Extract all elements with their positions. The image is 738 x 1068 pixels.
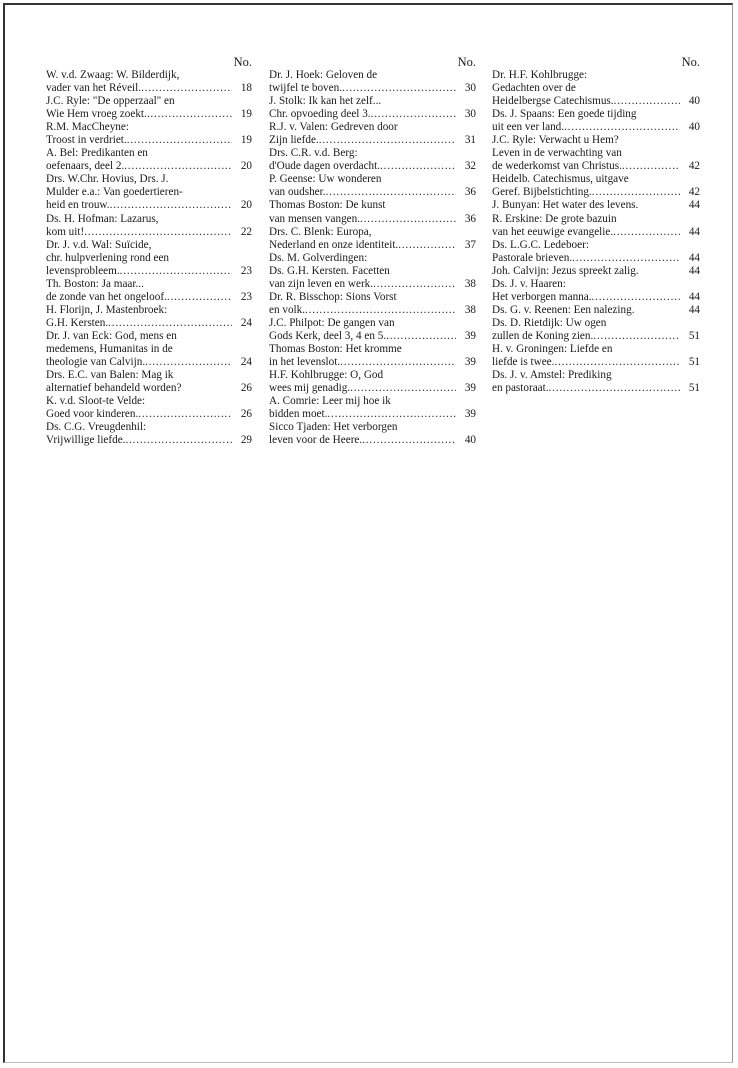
index-entry <box>492 213 700 239</box>
entry-title-line: chr. hulpverlening rond een <box>46 251 170 264</box>
entry-last-line <box>492 226 700 239</box>
page-number: 51 <box>688 382 700 395</box>
page-number: 42 <box>688 160 700 173</box>
entry-title-line: en volk. <box>269 303 306 316</box>
index-entry <box>492 343 700 369</box>
dot-leader <box>564 121 680 134</box>
dot-leader <box>360 213 456 226</box>
entry-title-line: Th. Boston: Ja maar... <box>46 277 144 290</box>
entry-title-line: van het eeuwige evangelie. <box>492 225 614 238</box>
index-column-3 <box>492 55 700 395</box>
entry-last-line <box>269 356 476 369</box>
entry-last-line <box>269 213 476 226</box>
index-entry <box>269 421 476 447</box>
page-number: 19 <box>240 134 252 147</box>
column-header-no: No. <box>681 55 700 69</box>
dot-leader <box>147 108 232 121</box>
dot-leader <box>124 160 232 173</box>
entry-last-line <box>269 134 476 147</box>
dot-leader <box>340 356 456 369</box>
entry-title-line: Leven in de verwachting van <box>492 147 622 160</box>
entry-title-line: de zonde van het ongeloof. <box>46 290 167 303</box>
index-entry <box>46 121 252 147</box>
entry-title-line: J.C. Ryle: Verwacht u Hem? <box>492 134 619 147</box>
entry-title-line: W. v.d. Zwaag: W. Bilderdijk, <box>46 69 180 81</box>
entry-last-line <box>492 252 700 265</box>
page-number: 19 <box>240 108 252 121</box>
page-number: 20 <box>240 199 252 212</box>
index-entry <box>269 199 476 225</box>
dot-leader <box>120 265 232 278</box>
entry-title-line: Ds. M. Golverdingen: <box>269 251 368 264</box>
index-column-2 <box>269 55 476 447</box>
index-entry <box>492 278 700 304</box>
dot-leader <box>110 199 232 212</box>
dot-leader <box>305 304 456 317</box>
index-entry <box>492 304 700 317</box>
entry-title-line: alternatief behandeld worden? <box>46 382 182 395</box>
page-number: 29 <box>240 434 252 447</box>
entry-last-line <box>492 330 700 343</box>
entry-title-line: van zijn leven en werk. <box>269 277 374 290</box>
entry-title-line: oefenaars, deel 2. <box>46 160 125 173</box>
page-number: 36 <box>464 212 476 225</box>
dot-leader <box>342 82 456 95</box>
entry-title-line: Gods Kerk, deel 3, 4 en 5. <box>269 329 387 342</box>
entry-title-line: twijfel te boven. <box>269 82 343 95</box>
page-number: 38 <box>464 303 476 316</box>
index-column-1 <box>46 55 252 447</box>
page-number: 26 <box>240 408 252 421</box>
entry-title-line: A. Comrie: Leer mij hoe ik <box>269 395 391 408</box>
entry-last-line <box>492 199 700 212</box>
entry-last-line <box>269 160 476 173</box>
entry-title-line: Heidelb. Catechismus, uitgave <box>492 173 629 186</box>
page-number: 40 <box>688 121 700 134</box>
page-number: 38 <box>464 277 476 290</box>
entry-title-line: R.M. MacCheyne: <box>46 121 129 134</box>
entry-title-line: Dr. H.F. Kohlbrugge: <box>492 69 588 81</box>
entry-title-line: Wie Hem vroeg zoekt. <box>46 108 147 121</box>
index-entry <box>269 369 476 395</box>
index-entry <box>269 226 476 252</box>
page-number: 39 <box>464 356 476 369</box>
entry-title-line: Gedachten over de <box>492 82 576 95</box>
entry-title-line: zullen de Koning zien. <box>492 329 594 342</box>
dot-leader <box>141 82 232 95</box>
page-number: 23 <box>240 290 252 303</box>
entry-last-line <box>269 304 476 317</box>
index-entry <box>269 291 476 317</box>
entry-last-line <box>492 160 700 173</box>
entry-title-line: d'Oude dagen overdacht. <box>269 160 381 173</box>
dot-leader <box>373 278 456 291</box>
index-entry <box>46 278 252 304</box>
entry-title-line: Ds. H. Hofman: Lazarus, <box>46 212 159 225</box>
entry-title-line: Mulder e.a.: Van goedertieren- <box>46 186 183 199</box>
entry-title-line: leven voor de Heere. <box>269 434 363 447</box>
entry-title-line: H. v. Groningen: Liefde en <box>492 342 613 355</box>
entry-title-line: Thomas Boston: Het kromme <box>269 342 402 355</box>
entry-last-line <box>46 408 252 421</box>
entry-title-line: Ds. L.G.C. Ledeboer: <box>492 238 589 251</box>
dot-leader <box>639 265 680 278</box>
index-entry <box>492 317 700 343</box>
dot-leader <box>181 382 232 395</box>
entry-title-line: Vrijwillige liefde. <box>46 434 126 447</box>
page-number: 39 <box>464 408 476 421</box>
dot-leader <box>350 382 456 395</box>
entry-last-line <box>492 265 700 278</box>
entry-title-line: Drs. W.Chr. Hovius, Drs. J. <box>46 173 169 186</box>
entry-title-line: J. Bunyan: Het water des levens. <box>492 199 639 212</box>
index-entry <box>269 69 476 95</box>
entry-title-line: Dr. J. Hoek: Geloven de <box>269 69 378 81</box>
entry-title-line: en pastoraat. <box>492 382 549 395</box>
entry-title-line: K. v.d. Sloot-te Velde: <box>46 395 146 408</box>
index-entry <box>46 69 252 95</box>
entry-title-line: Drs. E.C. van Balen: Mag ik <box>46 369 174 382</box>
entry-title-line: R.J. v. Valen: Gedreven door <box>269 121 398 134</box>
entry-last-line <box>46 108 252 121</box>
entry-last-line <box>492 186 700 199</box>
entry-title-line: van oudsher. <box>269 186 326 199</box>
entry-title-line: P. Geense: Uw wonderen <box>269 173 382 186</box>
index-entry <box>269 252 476 291</box>
entry-title-line: Dr. J. v.d. Wal: Suïcide, <box>46 238 152 251</box>
page-number: 24 <box>240 356 252 369</box>
entry-title-line: Drs. C.R. v.d. Berg: <box>269 147 358 160</box>
entry-title-line: Dr. R. Bisschop: Sions Vorst <box>269 290 397 303</box>
index-entry <box>46 95 252 121</box>
entry-last-line <box>46 265 252 278</box>
page-number: 31 <box>464 134 476 147</box>
index-entry <box>492 199 700 212</box>
entry-title-line: Ds. J. v. Amstel: Prediking <box>492 369 612 382</box>
index-entry <box>269 317 476 343</box>
index-entry <box>269 121 476 147</box>
index-entry <box>269 173 476 199</box>
dot-leader <box>380 160 456 173</box>
entry-last-line <box>492 95 700 108</box>
entry-title-line: Zijn liefde. <box>269 134 319 147</box>
entry-title-line: van mensen vangen. <box>269 212 361 225</box>
page-number: 39 <box>464 329 476 342</box>
entry-title-line: Ds. G. v. Reenen: Een nalezing. <box>492 303 635 316</box>
dot-leader <box>386 330 456 343</box>
entry-last-line <box>46 291 252 304</box>
dot-leader <box>613 226 680 239</box>
dot-leader <box>108 317 232 330</box>
dot-leader <box>138 408 232 421</box>
entry-last-line <box>46 434 252 447</box>
entry-title-line: Ds. C.G. Vreugdenhil: <box>46 421 147 434</box>
entry-title-line: medemens, Humanitas in de <box>46 342 173 355</box>
column-header-no: No. <box>233 55 252 69</box>
entry-last-line <box>269 434 476 447</box>
entry-title-line: levensprobleem. <box>46 264 120 277</box>
entry-last-line <box>492 356 700 369</box>
dot-leader <box>371 108 456 121</box>
entry-title-line: bidden moet. <box>269 408 328 421</box>
entry-title-line: kom uit! <box>46 225 85 238</box>
column-header-no: No. <box>457 55 476 69</box>
index-entry <box>492 265 700 278</box>
index-entry <box>492 108 700 134</box>
entry-list <box>492 69 700 395</box>
index-entry <box>492 134 700 173</box>
page-number: 51 <box>688 329 700 342</box>
dot-leader <box>635 304 681 317</box>
entry-title-line: Ds. G.H. Kersten. Facetten <box>269 264 390 277</box>
entry-last-line <box>492 382 700 395</box>
entry-title-line: wees mij genadig. <box>269 382 351 395</box>
entry-list <box>46 69 252 447</box>
dot-leader <box>572 252 680 265</box>
dot-leader <box>362 434 456 447</box>
entry-last-line <box>269 239 476 252</box>
dot-leader <box>84 226 232 239</box>
entry-last-line <box>269 382 476 395</box>
page-number: 51 <box>688 356 700 369</box>
dot-leader <box>638 199 680 212</box>
dot-leader <box>398 239 456 252</box>
page-number: 30 <box>464 82 476 95</box>
entry-title-line: in het levenslot. <box>269 356 341 369</box>
dot-leader <box>592 186 680 199</box>
entry-last-line <box>492 121 700 134</box>
entry-last-line <box>269 186 476 199</box>
page-number: 37 <box>464 238 476 251</box>
entry-last-line <box>269 278 476 291</box>
entry-last-line <box>46 134 252 147</box>
page-number: 42 <box>688 186 700 199</box>
dot-leader <box>593 330 680 343</box>
entry-last-line <box>46 226 252 239</box>
entry-title-line: J.C. Ryle: "De opperzaal" en <box>46 95 175 108</box>
entry-title-line: A. Bel: Predikanten en <box>46 147 148 160</box>
index-entry <box>46 173 252 212</box>
entry-title-line: Het verborgen manna. <box>492 290 592 303</box>
entry-list <box>269 69 476 447</box>
index-entry <box>269 343 476 369</box>
dot-leader <box>145 356 232 369</box>
page-number: 44 <box>688 290 700 303</box>
index-entry <box>269 95 476 121</box>
entry-title-line: Geref. Bijbelstichting. <box>492 186 592 199</box>
index-entry <box>492 239 700 265</box>
dot-leader <box>127 134 232 147</box>
page-number: 44 <box>688 199 700 212</box>
page-number: 44 <box>688 303 700 316</box>
index-entry <box>492 369 700 395</box>
entry-title-line: Nederland en onze identiteit. <box>269 238 399 251</box>
page-number: 44 <box>688 225 700 238</box>
entry-title-line: Pastorale brieven. <box>492 251 573 264</box>
dot-leader <box>554 356 680 369</box>
page-number: 22 <box>240 225 252 238</box>
index-entry <box>46 147 252 173</box>
page-number: 40 <box>464 434 476 447</box>
entry-last-line <box>46 160 252 173</box>
entry-title-line: J.C. Philpot: De gangen van <box>269 316 395 329</box>
entry-title-line: H. Florijn, J. Mastenbroek: <box>46 303 168 316</box>
entry-title-line: Dr. J. van Eck: God, mens en <box>46 329 177 342</box>
entry-last-line <box>46 82 252 95</box>
dot-leader <box>549 382 680 395</box>
entry-title-line: Joh. Calvijn: Jezus spreekt zalig. <box>492 264 639 277</box>
page-number: 32 <box>464 160 476 173</box>
dot-leader <box>319 134 456 147</box>
entry-title-line: Heidelbergse Catechismus. <box>492 95 614 108</box>
entry-title-line: Drs. C. Blenk: Europa, <box>269 225 372 238</box>
entry-last-line <box>46 199 252 212</box>
entry-title-line: Sicco Tjaden: Het verborgen <box>269 421 398 434</box>
dot-leader <box>327 408 456 421</box>
index-entry <box>46 330 252 369</box>
index-entry <box>492 69 700 108</box>
page-number: 20 <box>240 160 252 173</box>
entry-last-line <box>269 82 476 95</box>
index-entry <box>492 173 700 199</box>
dot-leader <box>167 291 232 304</box>
index-entry <box>46 369 252 395</box>
page-number: 36 <box>464 186 476 199</box>
dot-leader <box>614 95 680 108</box>
dot-leader <box>326 186 456 199</box>
page-number: 18 <box>240 82 252 95</box>
entry-title-line: vader van het Réveil. <box>46 82 142 95</box>
entry-last-line <box>269 330 476 343</box>
index-entry <box>46 304 252 330</box>
entry-title-line: uit een ver land. <box>492 121 565 134</box>
entry-title-line: Troost in verdriet. <box>46 134 127 147</box>
page-number: 26 <box>240 382 252 395</box>
index-entry <box>269 147 476 173</box>
index-entry <box>46 239 252 278</box>
entry-last-line <box>269 408 476 421</box>
entry-last-line <box>492 291 700 304</box>
page-number: 39 <box>464 382 476 395</box>
page-number: 30 <box>464 108 476 121</box>
dot-leader <box>622 160 680 173</box>
page-number: 23 <box>240 264 252 277</box>
dot-leader <box>592 291 680 304</box>
dot-leader <box>125 434 232 447</box>
entry-last-line <box>46 382 252 395</box>
entry-title-line: heid en trouw. <box>46 199 110 212</box>
entry-title-line: Ds. J. Spaans: Een goede tijding <box>492 108 637 121</box>
index-entry <box>46 395 252 421</box>
index-entry <box>269 395 476 421</box>
entry-title-line: H.F. Kohlbrugge: O, God <box>269 369 384 382</box>
entry-title-line: theologie van Calvijn. <box>46 356 146 369</box>
entry-title-line: Goed voor kinderen. <box>46 408 139 421</box>
entry-title-line: liefde is twee. <box>492 356 555 369</box>
page-number: 40 <box>688 95 700 108</box>
entry-title-line: R. Erskine: De grote bazuin <box>492 212 617 225</box>
entry-title-line: de wederkomst van Christus. <box>492 160 622 173</box>
entry-last-line <box>269 108 476 121</box>
entry-title-line: J. Stolk: Ik kan het zelf... <box>269 95 382 108</box>
entry-title-line: Ds. D. Rietdijk: Uw ogen <box>492 316 607 329</box>
entry-title-line: Ds. J. v. Haaren: <box>492 277 566 290</box>
entry-title-line: G.H. Kersten. <box>46 316 109 329</box>
entry-title-line: Thomas Boston: De kunst <box>269 199 386 212</box>
entry-title-line: Chr. opvoeding deel 3. <box>269 108 371 121</box>
index-entry <box>46 213 252 239</box>
entry-last-line <box>46 317 252 330</box>
page-number: 44 <box>688 251 700 264</box>
index-entry <box>46 421 252 447</box>
page-number: 24 <box>240 316 252 329</box>
page-number: 44 <box>688 264 700 277</box>
entry-last-line <box>492 304 700 317</box>
entry-last-line <box>46 356 252 369</box>
